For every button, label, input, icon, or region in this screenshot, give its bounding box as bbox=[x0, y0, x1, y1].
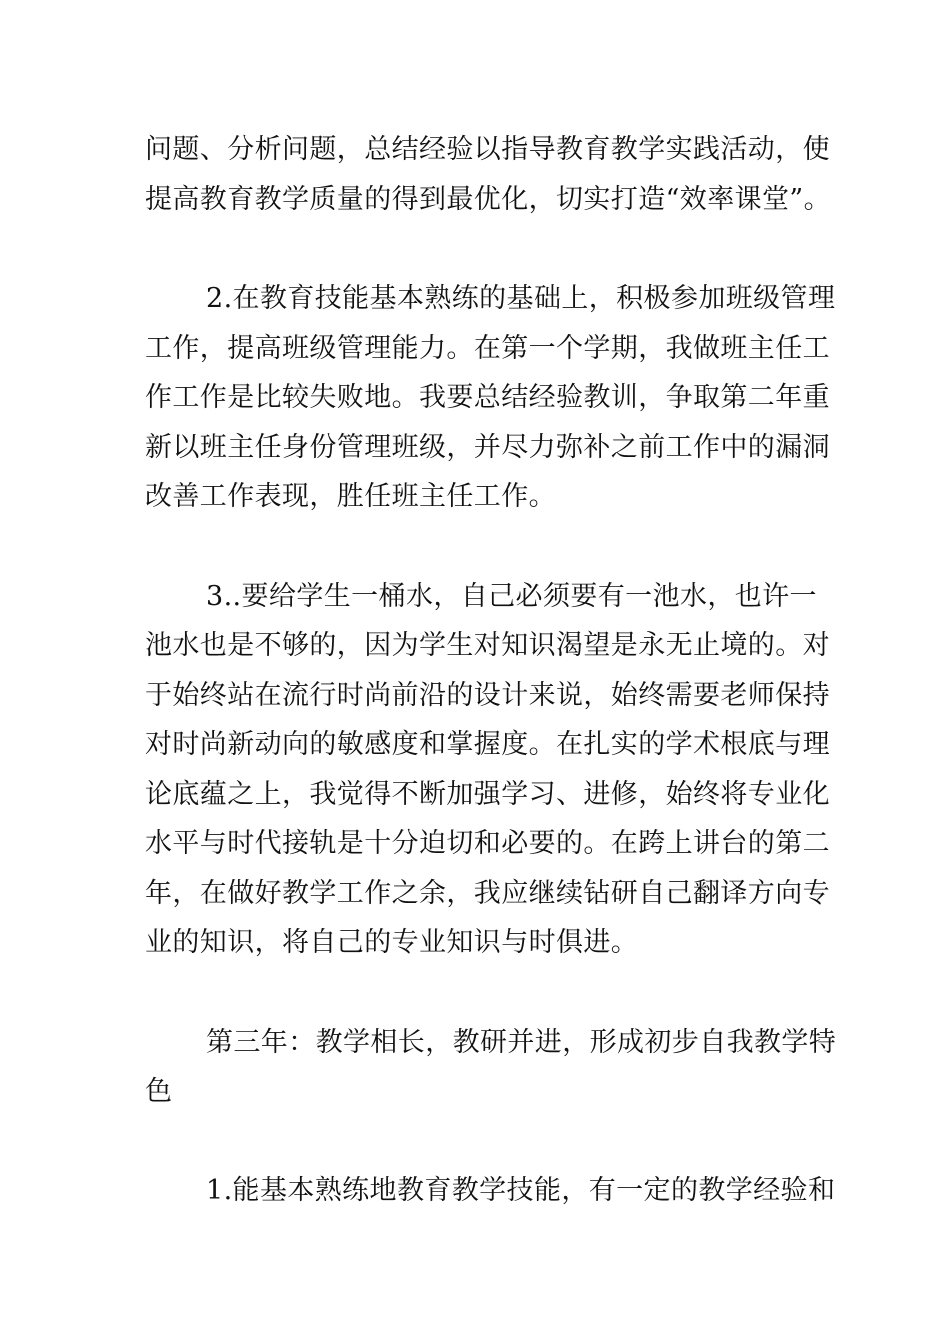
text-line: 色 bbox=[145, 1076, 173, 1107]
text-line: 3..要给学生一桶水，自己必须要有一池水，也许一 bbox=[206, 581, 817, 612]
text-line: 提高教育教学质量的得到最优化，切实打造“效率课堂”。 bbox=[145, 184, 832, 215]
text-line: 新以班主任身份管理班级，并尽力弥补之前工作中的漏洞 bbox=[145, 432, 830, 463]
text-line: 问题、分析问题，总结经验以指导教育教学实践活动，使 bbox=[145, 134, 830, 165]
text-line: 池水也是不够的，因为学生对知识渴望是永无止境的。对 bbox=[145, 630, 830, 661]
text-line: 改善工作表现，胜任班主任工作。 bbox=[145, 481, 556, 512]
text-line: 工作，提高班级管理能力。在第一个学期，我做班主任工 bbox=[145, 333, 830, 364]
text-line: 论底蕴之上，我觉得不断加强学习、进修，始终将专业化 bbox=[145, 779, 830, 810]
text-line: 2.在教育技能基本熟练的基础上，积极参加班级管理 bbox=[206, 283, 836, 314]
text-line: 第三年：教学相长，教研并进，形成初步自我教学特 bbox=[206, 1027, 837, 1058]
text-line: 于始终站在流行时尚前沿的设计来说，始终需要老师保持 bbox=[145, 680, 830, 711]
text-line: 水平与时代接轨是十分迫切和必要的。在跨上讲台的第二 bbox=[145, 828, 830, 859]
text-line: 1.能基本熟练地教育教学技能，有一定的教学经验和 bbox=[206, 1175, 836, 1206]
text-line: 年，在做好教学工作之余，我应继续钻研自己翻译方向专 bbox=[145, 878, 830, 909]
text-line: 对时尚新动向的敏感度和掌握度。在扎实的学术根底与理 bbox=[145, 729, 830, 760]
text-line: 作工作是比较失败地。我要总结经验教训，争取第二年重 bbox=[145, 382, 830, 413]
text-line: 业的知识，将自己的专业知识与时俱进。 bbox=[145, 927, 639, 958]
